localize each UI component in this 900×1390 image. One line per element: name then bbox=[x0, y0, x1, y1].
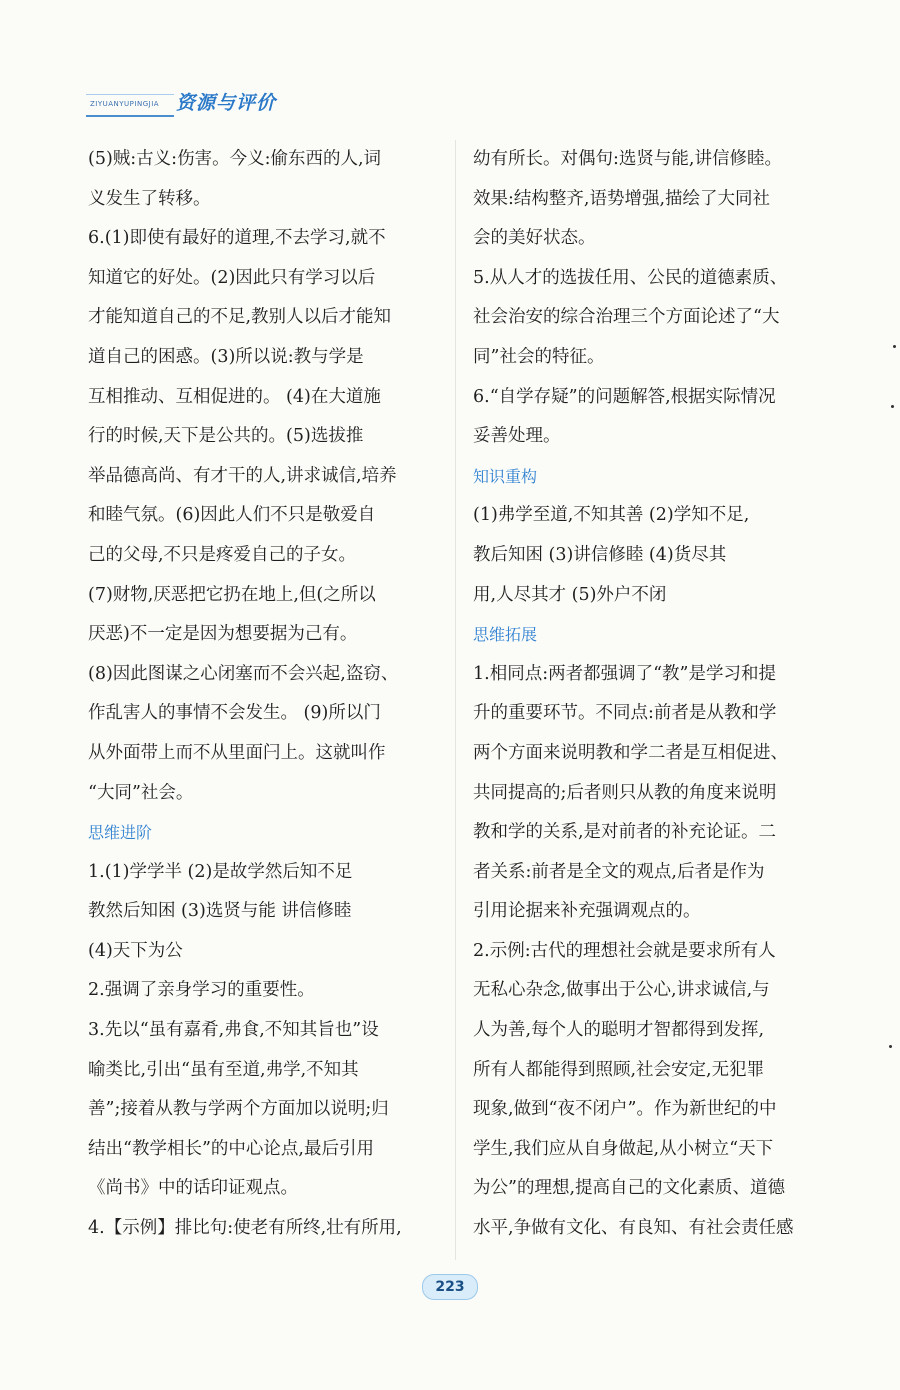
text-line: 2.强调了亲身学习的重要性。 bbox=[88, 980, 315, 1001]
text-line: 善”;接着从教与学两个方面加以说明;归 bbox=[88, 1099, 389, 1120]
text-line: 为公”的理想,提高自己的文化素质、道德 bbox=[473, 1178, 786, 1199]
text-line: 会的美好状态。 bbox=[473, 228, 596, 249]
text-line: (4)天下为公 bbox=[88, 940, 183, 961]
text-line: 教然后知困 (3)选贤与能 讲信修睦 bbox=[88, 901, 352, 922]
text-line: 教和学的关系,是对前者的补充论证。二 bbox=[473, 822, 777, 843]
text-line: 义发生了转移。 bbox=[88, 188, 211, 209]
text-line: 教后知困 (3)讲信修睦 (4)货尽其 bbox=[473, 544, 727, 565]
text-line: 所有人都能得到照顾,社会安定,无犯罪 bbox=[473, 1059, 765, 1080]
text-line: 1.(1)学学半 (2)是故学然后知不足 bbox=[88, 861, 353, 882]
text-line: 用,人尽其才 (5)外户不闭 bbox=[473, 584, 667, 605]
text-line: 才能知道自己的不足,教别人以后才能知 bbox=[88, 307, 392, 328]
text-line: (7)财物,厌恶把它扔在地上,但(之所以 bbox=[88, 584, 376, 605]
text-line: 喻类比,引出“虽有至道,弗学,不知其 bbox=[88, 1059, 359, 1080]
text-line: 《尚书》中的话印证观点。 bbox=[88, 1178, 298, 1199]
text-line: 5.从人才的选拔任用、公民的道德素质、 bbox=[473, 267, 788, 288]
text-line: 引用论据来补充强调观点的。 bbox=[473, 901, 701, 922]
text-line: 者关系:前者是全文的观点,后者是作为 bbox=[473, 861, 765, 882]
text-line: 升的重要环节。不同点:前者是从教和学 bbox=[473, 703, 777, 724]
text-line: (8)因此图谋之心闭塞而不会兴起,盗窃、 bbox=[88, 663, 399, 684]
section-heading: 知识重构 bbox=[473, 466, 538, 486]
text-line: 和睦气氛。(6)因此人们不只是敬爱自 bbox=[88, 505, 376, 526]
text-line: 3.先以“虽有嘉肴,弗食,不知其旨也”设 bbox=[88, 1020, 379, 1041]
text-line: 两个方面来说明教和学二者是互相促进、 bbox=[473, 742, 788, 763]
text-line: 举品德高尚、有才干的人,讲求诚信,培养 bbox=[88, 465, 397, 486]
column-divider bbox=[455, 140, 456, 1260]
text-line: 共同提高的;后者则只从教的角度来说明 bbox=[473, 782, 777, 803]
page-number: 223 bbox=[422, 1274, 478, 1300]
text-line: 6.(1)即使有最好的道理,不去学习,就不 bbox=[88, 228, 386, 249]
text-line: 4.【示例】排比句:使老有所终,壮有所用, bbox=[88, 1218, 402, 1239]
text-line: 学生,我们应从自身做起,从小树立“天下 bbox=[473, 1138, 774, 1159]
margin-dot bbox=[893, 345, 896, 348]
margin-dot bbox=[889, 1045, 892, 1048]
section-heading: 思维拓展 bbox=[473, 625, 538, 645]
section-heading: 思维进阶 bbox=[88, 823, 153, 843]
right-column bbox=[473, 140, 823, 1249]
text-line: 幼有所长。对偶句:选贤与能,讲信修睦。 bbox=[473, 149, 782, 169]
text-line: 行的时候,天下是公共的。(5)选拔推 bbox=[88, 426, 364, 447]
text-line: 效果:结构整齐,语势增强,描绘了大同社 bbox=[473, 188, 771, 209]
left-column bbox=[88, 140, 438, 1249]
text-line: 从外面带上而不从里面闩上。这就叫作 bbox=[88, 742, 386, 763]
margin-dot bbox=[891, 405, 894, 408]
text-line: “大同”社会。 bbox=[88, 782, 194, 803]
header-title: 资源与评价 bbox=[176, 92, 277, 114]
text-line: 结出“教学相长”的中心论点,最后引用 bbox=[88, 1138, 374, 1159]
text-line: 2.示例:古代的理想社会就是要求所有人 bbox=[473, 940, 776, 961]
text-line: 作乱害人的事情不会发生。 (9)所以门 bbox=[88, 703, 381, 724]
text-line: 同”社会的特征。 bbox=[473, 346, 605, 367]
text-line: 6.“自学存疑”的问题解答,根据实际情况 bbox=[473, 386, 776, 407]
text-line: 水平,争做有文化、有良知、有社会责任感 bbox=[473, 1218, 794, 1239]
text-line: (5)贼:古义:伤害。今义:偷东西的人,词 bbox=[88, 149, 382, 169]
book-header bbox=[86, 86, 316, 120]
text-line: 现象,做到“夜不闭户”。作为新世纪的中 bbox=[473, 1099, 777, 1120]
text-line: 知道它的好处。(2)因此只有学习以后 bbox=[88, 267, 376, 288]
header-pinyin: ZIYUANYUPINGJIA bbox=[90, 100, 160, 108]
text-line: (1)弗学至道,不知其善 (2)学知不足, bbox=[473, 505, 750, 526]
text-line: 无私心杂念,做事出于公心,讲求诚信,与 bbox=[473, 980, 770, 1001]
text-line: 己的父母,不只是疼爱自己的子女。 bbox=[88, 544, 357, 565]
text-line: 互相推动、互相促进的。 (4)在大道施 bbox=[88, 386, 381, 407]
text-line: 妥善处理。 bbox=[473, 426, 561, 447]
text-line: 人为善,每个人的聪明才智都得到发挥, bbox=[473, 1020, 765, 1041]
text-line: 1.相同点:两者都强调了“教”是学习和提 bbox=[473, 663, 776, 684]
text-line: 社会治安的综合治理三个方面论述了“大 bbox=[473, 307, 780, 328]
text-line: 道自己的困惑。(3)所以说:教与学是 bbox=[88, 346, 364, 367]
text-line: 厌恶)不一定是因为想要据为己有。 bbox=[88, 624, 358, 645]
